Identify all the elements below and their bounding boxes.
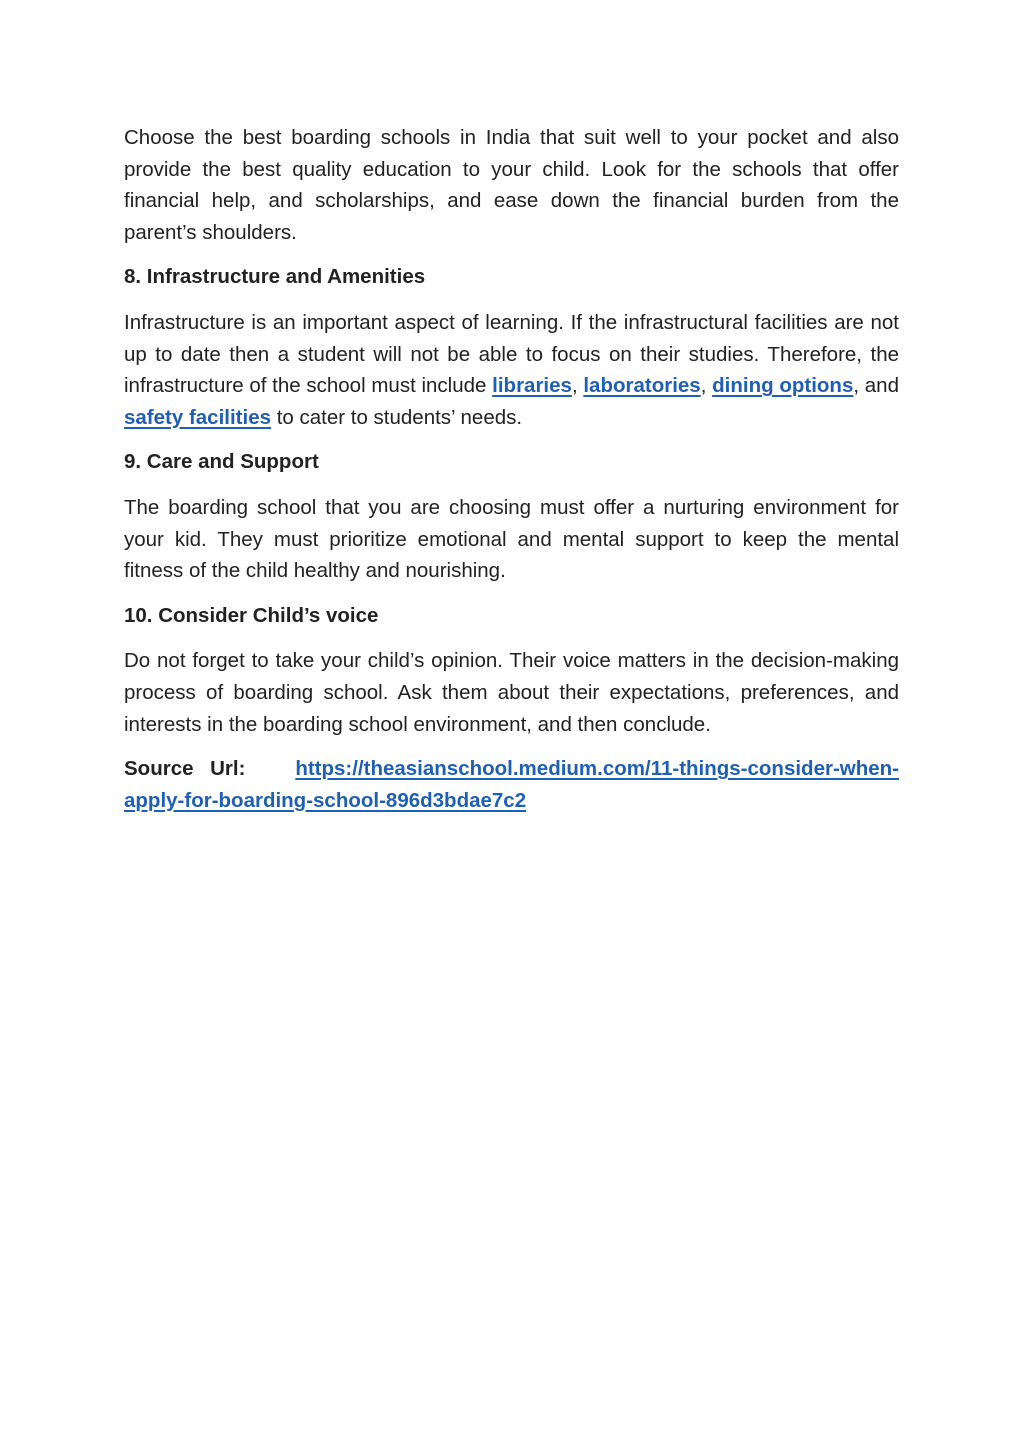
section-heading-child-voice: 10. Consider Child’s voice [124, 603, 379, 627]
infrastructure-text-before: Infrastructure is an important aspect of learning. If the infrastructural facilities are not up to date then a student will not be able to focus on their studies. Therefore, the infrastructure of the school must include [124, 310, 899, 398]
link-laboratories[interactable]: laboratories [583, 374, 701, 398]
intro-paragraph: Choose the best boarding schools in India that suit well to your pocket and also provide the best quality education to your child. Look for the schools that offer financial help, and scholarships, and ease down the financial burden from the parent’s shoulders. [124, 126, 899, 244]
source-line [124, 753, 899, 816]
infrastructure-text-after: to cater to students’ needs. [271, 405, 523, 429]
link-libraries[interactable]: libraries [492, 374, 572, 398]
child-voice-paragraph: Do not forget to take your child’s opinion. Their voice matters in the decision-making process of boarding school. Ask them about their expectations, preferences, and interests in the boarding school environment, and then conclude. [124, 649, 899, 736]
infrastructure-paragraph [124, 307, 899, 433]
link-separator: , [571, 374, 584, 398]
link-dining-options[interactable]: dining options [712, 374, 854, 398]
section-heading-care-support: 9. Care and Support [124, 450, 319, 474]
link-safety-facilities[interactable]: safety facilities [124, 405, 271, 429]
care-support-paragraph: The boarding school that you are choosing must offer a nurturing environment for your kid. They must prioritize emotional and mental support to keep the mental fitness of the child healthy and nourishing. [124, 495, 899, 583]
source-label: Source Url: [124, 757, 246, 781]
document-page [124, 122, 899, 829]
link-separator: , [700, 374, 713, 398]
link-separator: , and [853, 374, 899, 398]
section-heading-infrastructure: 8. Infrastructure and Amenities [124, 265, 426, 289]
source-url-link[interactable]: https://theasianschool.medium.com/11-things-consider-when-apply-for-boarding-school-896d3bdae7c2 [124, 757, 900, 812]
